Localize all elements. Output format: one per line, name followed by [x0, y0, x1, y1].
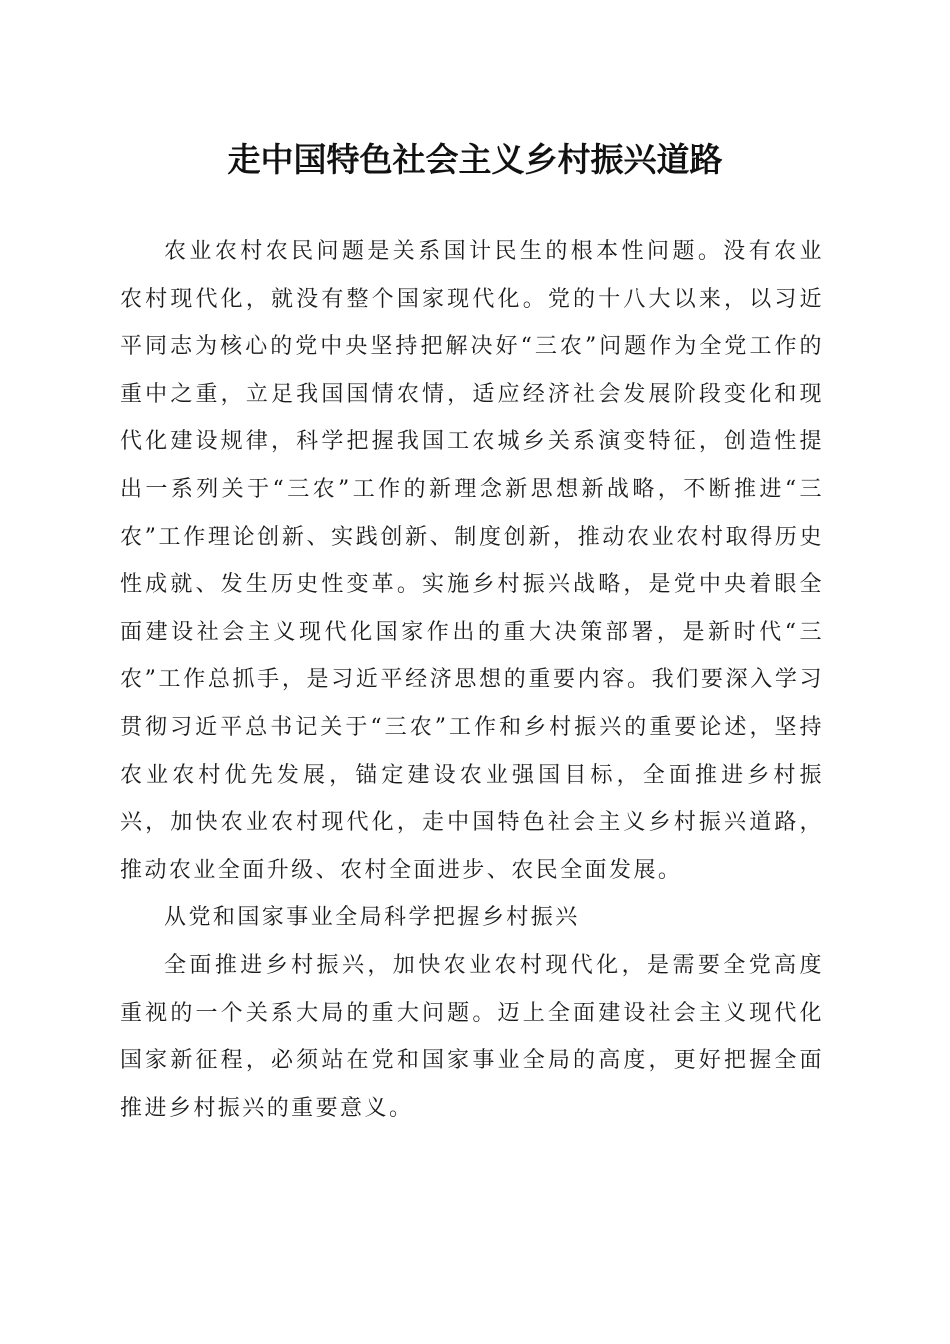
section-heading: 从党和国家事业全局科学把握乡村振兴: [164, 905, 580, 931]
body-paragraph-section: 全面推进乡村振兴，加快农业农村现代化，是需要全党高度重视的一个关系大局的重大问题。迈上全面建设社会主义现代化国家新征程，必须站在党和国家事业全局的高度，更好把握全面推进乡村振兴的重要意义。: [120, 952, 824, 1121]
document-title: 走中国特色社会主义乡村振兴道路: [227, 140, 723, 179]
document-body: [120, 228, 824, 1132]
body-paragraph-intro: 农业农村农民问题是关系国计民生的根本性问题。没有农业农村现代化，就没有整个国家现代化。党的十八大以来，以习近平同志为核心的党中央坚持把解决好“三农”问题作为全党工作的重中之重，立足我国国情农情，适应经济社会发展阶段变化和现代化建设规律，科学把握我国工农城乡关系演变特征，创造性提出一系列关于“三农”工作的新理念新思想新战略，不断推进“三农”工作理论创新、实践创新、制度创新，推动农业农村取得历史性成就、发生历史性变革。实施乡村振兴战略，是党中央着眼全面建设社会主义现代化国家作出的重大决策部署，是新时代“三农”工作总抓手，是习近平经济思想的重要内容。我们要深入学习贯彻习近平总书记关于“三农”工作和乡村振兴的重要论述，坚持农业农村优先发展，锚定建设农业强国目标，全面推进乡村振兴，加快农业农村现代化，走中国特色社会主义乡村振兴道路，推动农业全面升级、农村全面进步、农民全面发展。: [120, 239, 824, 883]
